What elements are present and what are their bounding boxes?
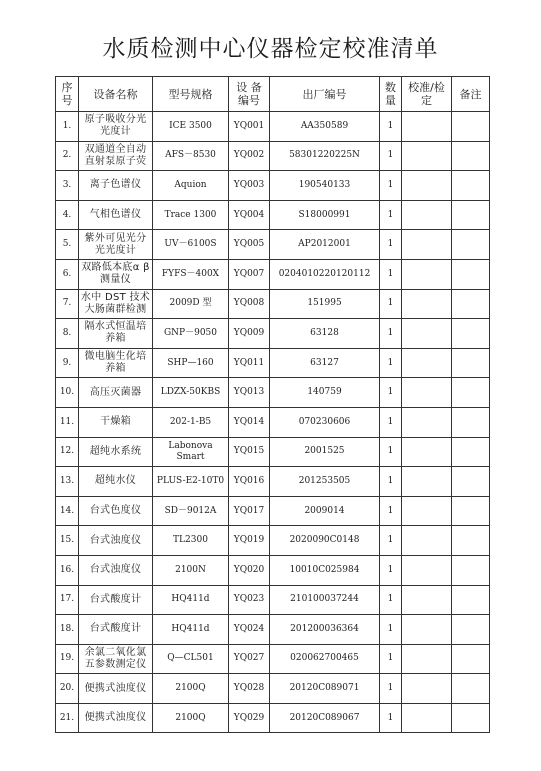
cell-serial: 201253505 (270, 467, 380, 497)
cell-model: HQ411d (153, 585, 229, 615)
cell-calib (402, 615, 452, 645)
cell-qty: 1 (380, 259, 402, 289)
cell-code: YQ004 (229, 200, 270, 230)
cell-name: 台式酸度计 (79, 585, 153, 615)
cell-name: 隔水式恒温培养箱 (79, 319, 153, 349)
cell-serial: AA350589 (270, 112, 380, 142)
cell-model: HQ411d (153, 615, 229, 645)
cell-serial: 2001525 (270, 437, 380, 467)
table-row (56, 437, 490, 467)
cell-qty: 1 (380, 200, 402, 230)
cell-model: 2100N (153, 555, 229, 585)
cell-seq: 16. (56, 555, 79, 585)
cell-calib (402, 703, 452, 733)
cell-model: SHP—160 (153, 348, 229, 378)
header-remark: 备注 (452, 77, 490, 112)
table-row (56, 496, 490, 526)
cell-calib (402, 555, 452, 585)
cell-remark (452, 615, 490, 645)
cell-seq: 10. (56, 378, 79, 408)
cell-code: YQ020 (229, 555, 270, 585)
cell-remark (452, 378, 490, 408)
cell-qty: 1 (380, 644, 402, 674)
cell-model: Trace 1300 (153, 200, 229, 230)
cell-qty: 1 (380, 289, 402, 319)
cell-seq: 4. (56, 200, 79, 230)
cell-calib (402, 348, 452, 378)
cell-serial: 151995 (270, 289, 380, 319)
cell-serial: S18000991 (270, 200, 380, 230)
cell-remark (452, 703, 490, 733)
table-row (56, 378, 490, 408)
table-row (56, 141, 490, 171)
cell-seq: 5. (56, 230, 79, 260)
cell-serial: 20120C089067 (270, 703, 380, 733)
header-code: 设 备 编号 (229, 77, 270, 112)
cell-serial: 210100037244 (270, 585, 380, 615)
table-row (56, 703, 490, 733)
cell-code: YQ005 (229, 230, 270, 260)
cell-remark (452, 200, 490, 230)
cell-name: 台式酸度计 (79, 615, 153, 645)
cell-calib (402, 437, 452, 467)
cell-seq: 18. (56, 615, 79, 645)
cell-model: LDZX-50KBS (153, 378, 229, 408)
cell-seq: 8. (56, 319, 79, 349)
cell-remark (452, 644, 490, 674)
cell-qty: 1 (380, 585, 402, 615)
cell-remark (452, 112, 490, 142)
cell-seq: 21. (56, 703, 79, 733)
header-qty: 数量 (380, 77, 402, 112)
cell-remark (452, 348, 490, 378)
cell-seq: 20. (56, 674, 79, 704)
cell-remark (452, 585, 490, 615)
cell-remark (452, 259, 490, 289)
cell-name: 超纯水仪 (79, 467, 153, 497)
cell-remark (452, 289, 490, 319)
cell-code: YQ024 (229, 615, 270, 645)
cell-code: YQ002 (229, 141, 270, 171)
cell-code: YQ013 (229, 378, 270, 408)
header-calib: 校准/检定 (402, 77, 452, 112)
cell-qty: 1 (380, 141, 402, 171)
table-header-row (56, 77, 490, 112)
cell-serial: 190540133 (270, 171, 380, 201)
table-row (56, 200, 490, 230)
cell-calib (402, 141, 452, 171)
cell-code: YQ015 (229, 437, 270, 467)
table-row (56, 259, 490, 289)
table-row (56, 467, 490, 497)
cell-name: 高压灭菌器 (79, 378, 153, 408)
cell-name: 紫外可见光分光光度计 (79, 230, 153, 260)
header-model: 型号规格 (153, 77, 229, 112)
cell-qty: 1 (380, 496, 402, 526)
cell-model: ICE 3500 (153, 112, 229, 142)
cell-serial: 20120C089071 (270, 674, 380, 704)
cell-seq: 13. (56, 467, 79, 497)
cell-qty: 1 (380, 378, 402, 408)
header-seq: 序号 (56, 77, 79, 112)
table-row (56, 230, 490, 260)
cell-serial: 63127 (270, 348, 380, 378)
cell-serial: 2009014 (270, 496, 380, 526)
cell-name: 气相色谱仪 (79, 200, 153, 230)
cell-serial: 201200036364 (270, 615, 380, 645)
cell-calib (402, 230, 452, 260)
cell-name: 台式浊度仪 (79, 526, 153, 556)
cell-model: Labonova Smart (153, 437, 229, 467)
cell-model: 2009D 型 (153, 289, 229, 319)
cell-remark (452, 437, 490, 467)
cell-calib (402, 674, 452, 704)
cell-seq: 3. (56, 171, 79, 201)
cell-model: FYFS－400X (153, 259, 229, 289)
cell-qty: 1 (380, 112, 402, 142)
page-title: 水质检测中心仪器检定校准清单 (102, 36, 439, 62)
cell-remark (452, 555, 490, 585)
cell-model: 202-1-B5 (153, 407, 229, 437)
table-row (56, 319, 490, 349)
cell-seq: 11. (56, 407, 79, 437)
cell-name: 双通道全自动直射泵原子荧 (79, 141, 153, 171)
table-row (56, 112, 490, 142)
cell-model: Q—CL501 (153, 644, 229, 674)
cell-serial: 2020090C0148 (270, 526, 380, 556)
table-row (56, 348, 490, 378)
cell-code: YQ008 (229, 289, 270, 319)
cell-seq: 6. (56, 259, 79, 289)
cell-calib (402, 467, 452, 497)
cell-name: 余氯二氧化氯五参数测定仪 (79, 644, 153, 674)
cell-calib (402, 496, 452, 526)
cell-model: UV－6100S (153, 230, 229, 260)
cell-seq: 19. (56, 644, 79, 674)
table-row (56, 555, 490, 585)
cell-remark (452, 230, 490, 260)
cell-calib (402, 259, 452, 289)
cell-seq: 12. (56, 437, 79, 467)
cell-remark (452, 171, 490, 201)
cell-qty: 1 (380, 437, 402, 467)
cell-name: 台式浊度仪 (79, 555, 153, 585)
table-row (56, 407, 490, 437)
cell-seq: 17. (56, 585, 79, 615)
cell-qty: 1 (380, 319, 402, 349)
cell-calib (402, 171, 452, 201)
cell-model: TL2300 (153, 526, 229, 556)
table-row (56, 644, 490, 674)
cell-remark (452, 496, 490, 526)
cell-code: YQ023 (229, 585, 270, 615)
cell-serial: 0204010220120112 (270, 259, 380, 289)
cell-code: YQ028 (229, 674, 270, 704)
cell-name: 超纯水系统 (79, 437, 153, 467)
cell-qty: 1 (380, 171, 402, 201)
cell-code: YQ003 (229, 171, 270, 201)
cell-qty: 1 (380, 615, 402, 645)
cell-code: YQ014 (229, 407, 270, 437)
cell-qty: 1 (380, 526, 402, 556)
cell-seq: 14. (56, 496, 79, 526)
cell-calib (402, 289, 452, 319)
header-serial: 出厂编号 (270, 77, 380, 112)
table-row (56, 674, 490, 704)
cell-code: YQ027 (229, 644, 270, 674)
cell-code: YQ009 (229, 319, 270, 349)
cell-calib (402, 526, 452, 556)
cell-serial: AP2012001 (270, 230, 380, 260)
cell-remark (452, 674, 490, 704)
header-name: 设备名称 (79, 77, 153, 112)
cell-calib (402, 112, 452, 142)
cell-qty: 1 (380, 555, 402, 585)
cell-code: YQ019 (229, 526, 270, 556)
cell-name: 微电脑生化培养箱 (79, 348, 153, 378)
instrument-table (55, 76, 490, 733)
cell-name: 便携式浊度仪 (79, 703, 153, 733)
cell-model: PLUS-E2-10T0 (153, 467, 229, 497)
cell-qty: 1 (380, 407, 402, 437)
cell-calib (402, 378, 452, 408)
cell-name: 水中 DST 技术大肠菌群检测 (79, 289, 153, 319)
cell-calib (402, 200, 452, 230)
cell-serial: 63128 (270, 319, 380, 349)
cell-model: AFS－8530 (153, 141, 229, 171)
table-row (56, 615, 490, 645)
cell-serial: 10010C025984 (270, 555, 380, 585)
cell-code: YQ017 (229, 496, 270, 526)
cell-code: YQ007 (229, 259, 270, 289)
table-row (56, 289, 490, 319)
table-row (56, 171, 490, 201)
cell-seq: 7. (56, 289, 79, 319)
cell-model: 2100Q (153, 674, 229, 704)
cell-remark (452, 407, 490, 437)
cell-serial: 140759 (270, 378, 380, 408)
cell-seq: 15. (56, 526, 79, 556)
table-row (56, 526, 490, 556)
cell-name: 台式色度仪 (79, 496, 153, 526)
cell-serial: 070230606 (270, 407, 380, 437)
cell-remark (452, 319, 490, 349)
cell-calib (402, 319, 452, 349)
cell-qty: 1 (380, 467, 402, 497)
cell-name: 便携式浊度仪 (79, 674, 153, 704)
cell-code: YQ029 (229, 703, 270, 733)
cell-calib (402, 407, 452, 437)
cell-seq: 1. (56, 112, 79, 142)
cell-serial: 020062700465 (270, 644, 380, 674)
cell-calib (402, 644, 452, 674)
cell-serial: 58301220225N (270, 141, 380, 171)
cell-qty: 1 (380, 348, 402, 378)
table-row (56, 585, 490, 615)
cell-remark (452, 141, 490, 171)
cell-model: GNP－9050 (153, 319, 229, 349)
cell-model: SD－9012A (153, 496, 229, 526)
cell-name: 干燥箱 (79, 407, 153, 437)
cell-qty: 1 (380, 703, 402, 733)
cell-code: YQ016 (229, 467, 270, 497)
cell-name: 双路低本底α β测量仪 (79, 259, 153, 289)
cell-remark (452, 526, 490, 556)
cell-code: YQ001 (229, 112, 270, 142)
cell-model: Aquion (153, 171, 229, 201)
cell-model: 2100Q (153, 703, 229, 733)
cell-code: YQ011 (229, 348, 270, 378)
cell-name: 原子吸收分光光度计 (79, 112, 153, 142)
cell-seq: 9. (56, 348, 79, 378)
cell-qty: 1 (380, 674, 402, 704)
cell-calib (402, 585, 452, 615)
cell-remark (452, 467, 490, 497)
cell-seq: 2. (56, 141, 79, 171)
cell-name: 离子色谱仪 (79, 171, 153, 201)
cell-qty: 1 (380, 230, 402, 260)
